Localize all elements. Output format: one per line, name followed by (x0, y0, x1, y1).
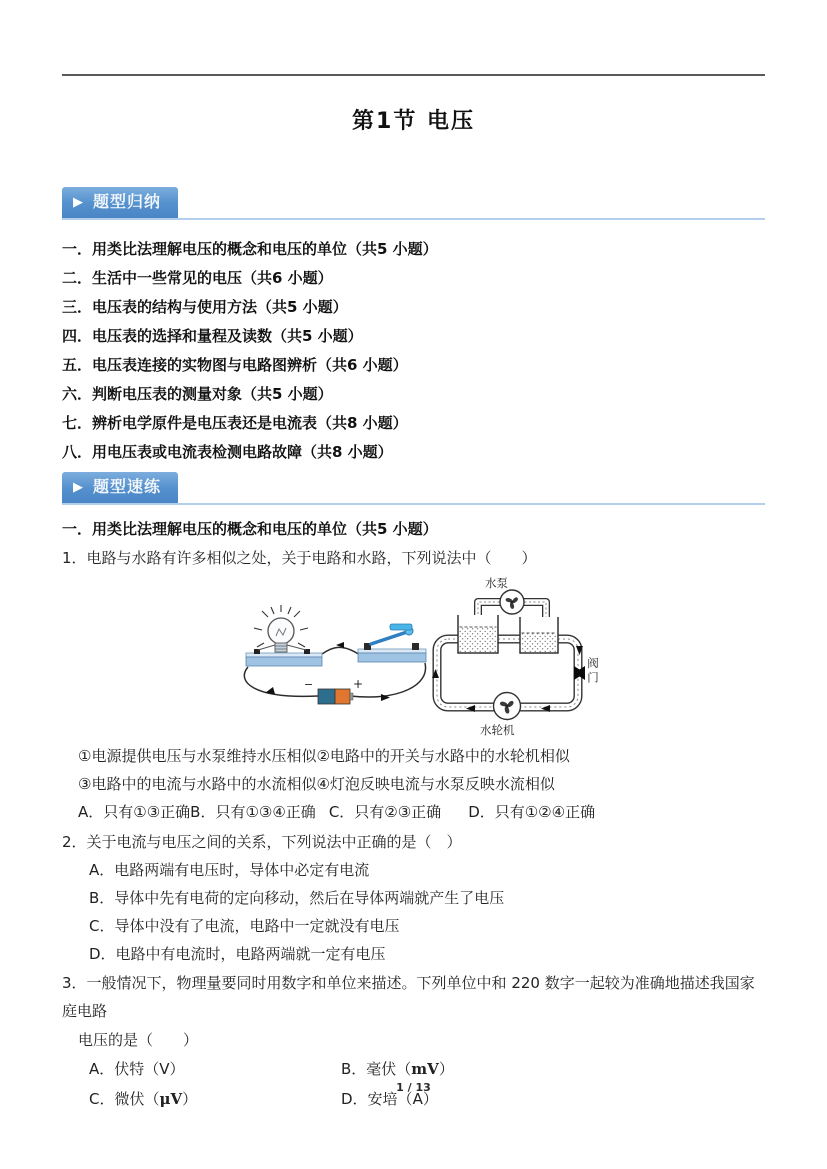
unit-symbol: A (412, 1090, 423, 1108)
battery-minus-label: − (304, 678, 314, 691)
outline-item: 七．辨析电学原件是电压表还是电流表（共8 小题） (62, 414, 408, 432)
question2-stem: 2．关于电流与电压之间的关系，下列说法中正确的是（ ） (62, 833, 462, 851)
choice-text: ） (438, 1060, 454, 1078)
outline-item: 三．电压表的结构与使用方法（共5 小题） (62, 298, 348, 316)
page-number: 1 / 13 (396, 1081, 431, 1094)
section-banner-practice (62, 472, 178, 503)
choice-text: ） (182, 1090, 198, 1108)
question1-figure (234, 575, 614, 738)
pump-label: 水泵 (485, 576, 508, 590)
statement-line: ①电源提供电压与水泵维持水压相似②电路中的开关与水路中的水轮机相似 (78, 747, 570, 765)
outline-item: 一．用类比法理解电压的概念和电压的单位（共5 小题） (62, 240, 438, 258)
choice-b (341, 1054, 765, 1084)
banner-label: 题型速练 (93, 477, 162, 496)
choice-text: D．安培（ (341, 1090, 413, 1108)
question2-choices (62, 856, 765, 968)
triangle-arrow-icon: ▶ (73, 194, 84, 210)
top-divider (62, 74, 765, 76)
choice-a: A．电路两端有电压时，导体中必定有电流 (89, 861, 370, 879)
outline-item: 八．用电压表或电流表检测电路故障（共8 小题） (62, 443, 393, 461)
outline-item: 二．生活中一些常见的电压（共6 小题） (62, 269, 333, 287)
unit-symbol: μV (159, 1090, 183, 1108)
choice-b: B．只有①③④正确 (190, 803, 316, 821)
choice-text: B．毫伏（ (341, 1060, 412, 1078)
banner-row-practice (62, 472, 765, 505)
page-title: 第1节 电压 (352, 109, 475, 134)
triangle-arrow-icon: ▶ (73, 479, 84, 495)
question1-statements (62, 742, 765, 798)
valve-label: 阀门 (586, 657, 600, 686)
outline-item: 四．电压表的选择和量程及读数（共5 小题） (62, 327, 363, 345)
choice-d: D．电路中有电流时，电路两端就一定有电压 (89, 945, 386, 963)
choice-text: ） (169, 1060, 185, 1078)
choice-a: A．只有①③正确 (78, 803, 191, 821)
practice-section-heading: 一．用类比法理解电压的概念和电压的单位（共5 小题） (62, 520, 438, 538)
unit-symbol: V (159, 1060, 170, 1078)
choice-a (89, 1054, 341, 1084)
choice-b: B．导体中先有电荷的定向移动，然后在导体两端就产生了电压 (89, 889, 505, 907)
battery-plus-label: + (353, 677, 364, 691)
question3-stem-line1: 3．一般情况下，物理量要同时用数字和单位来描述。下列单位中和 220 数字一起较为准确地描述我国家庭电路 (62, 974, 755, 1020)
statement-line: ③电路中的电流与水路中的水流相似④灯泡反映电流与水泵反映水流相似 (78, 775, 555, 793)
choice-text: C．微伏（ (89, 1090, 160, 1108)
question1-stem: 1．电路与水路有许多相似之处，关于电路和水路，下列说法中（ ） (62, 549, 537, 567)
electric-circuit-diagram (244, 605, 426, 704)
outline-item: 五．电压表连接的实物图与电路图辨析（共6 小题） (62, 356, 408, 374)
question3-stem-line2: 电压的是（ ） (78, 1031, 199, 1049)
question1-choices (62, 798, 765, 827)
choice-text: ） (422, 1090, 438, 1108)
choice-d: D．只有①②④正确 (468, 803, 596, 821)
banner-row-summary (62, 187, 765, 220)
question2-block (62, 828, 765, 968)
banner-label: 题型归纳 (93, 192, 162, 211)
choice-c: C．只有②③正确 (328, 803, 442, 821)
choice-c: C．导体中没有了电流，电路中一定就没有电压 (89, 917, 400, 935)
water-circuit-diagram (432, 590, 585, 720)
circuit-and-water-diagram (234, 575, 614, 738)
turbine-label: 水轮机 (480, 723, 515, 737)
question-type-outline (62, 235, 765, 467)
unit-symbol: mV (411, 1060, 439, 1078)
outline-item: 六．判断电压表的测量对象（共5 小题） (62, 385, 333, 403)
choice-text: A．伏特（ (89, 1060, 160, 1078)
section-banner-summary (62, 187, 178, 218)
